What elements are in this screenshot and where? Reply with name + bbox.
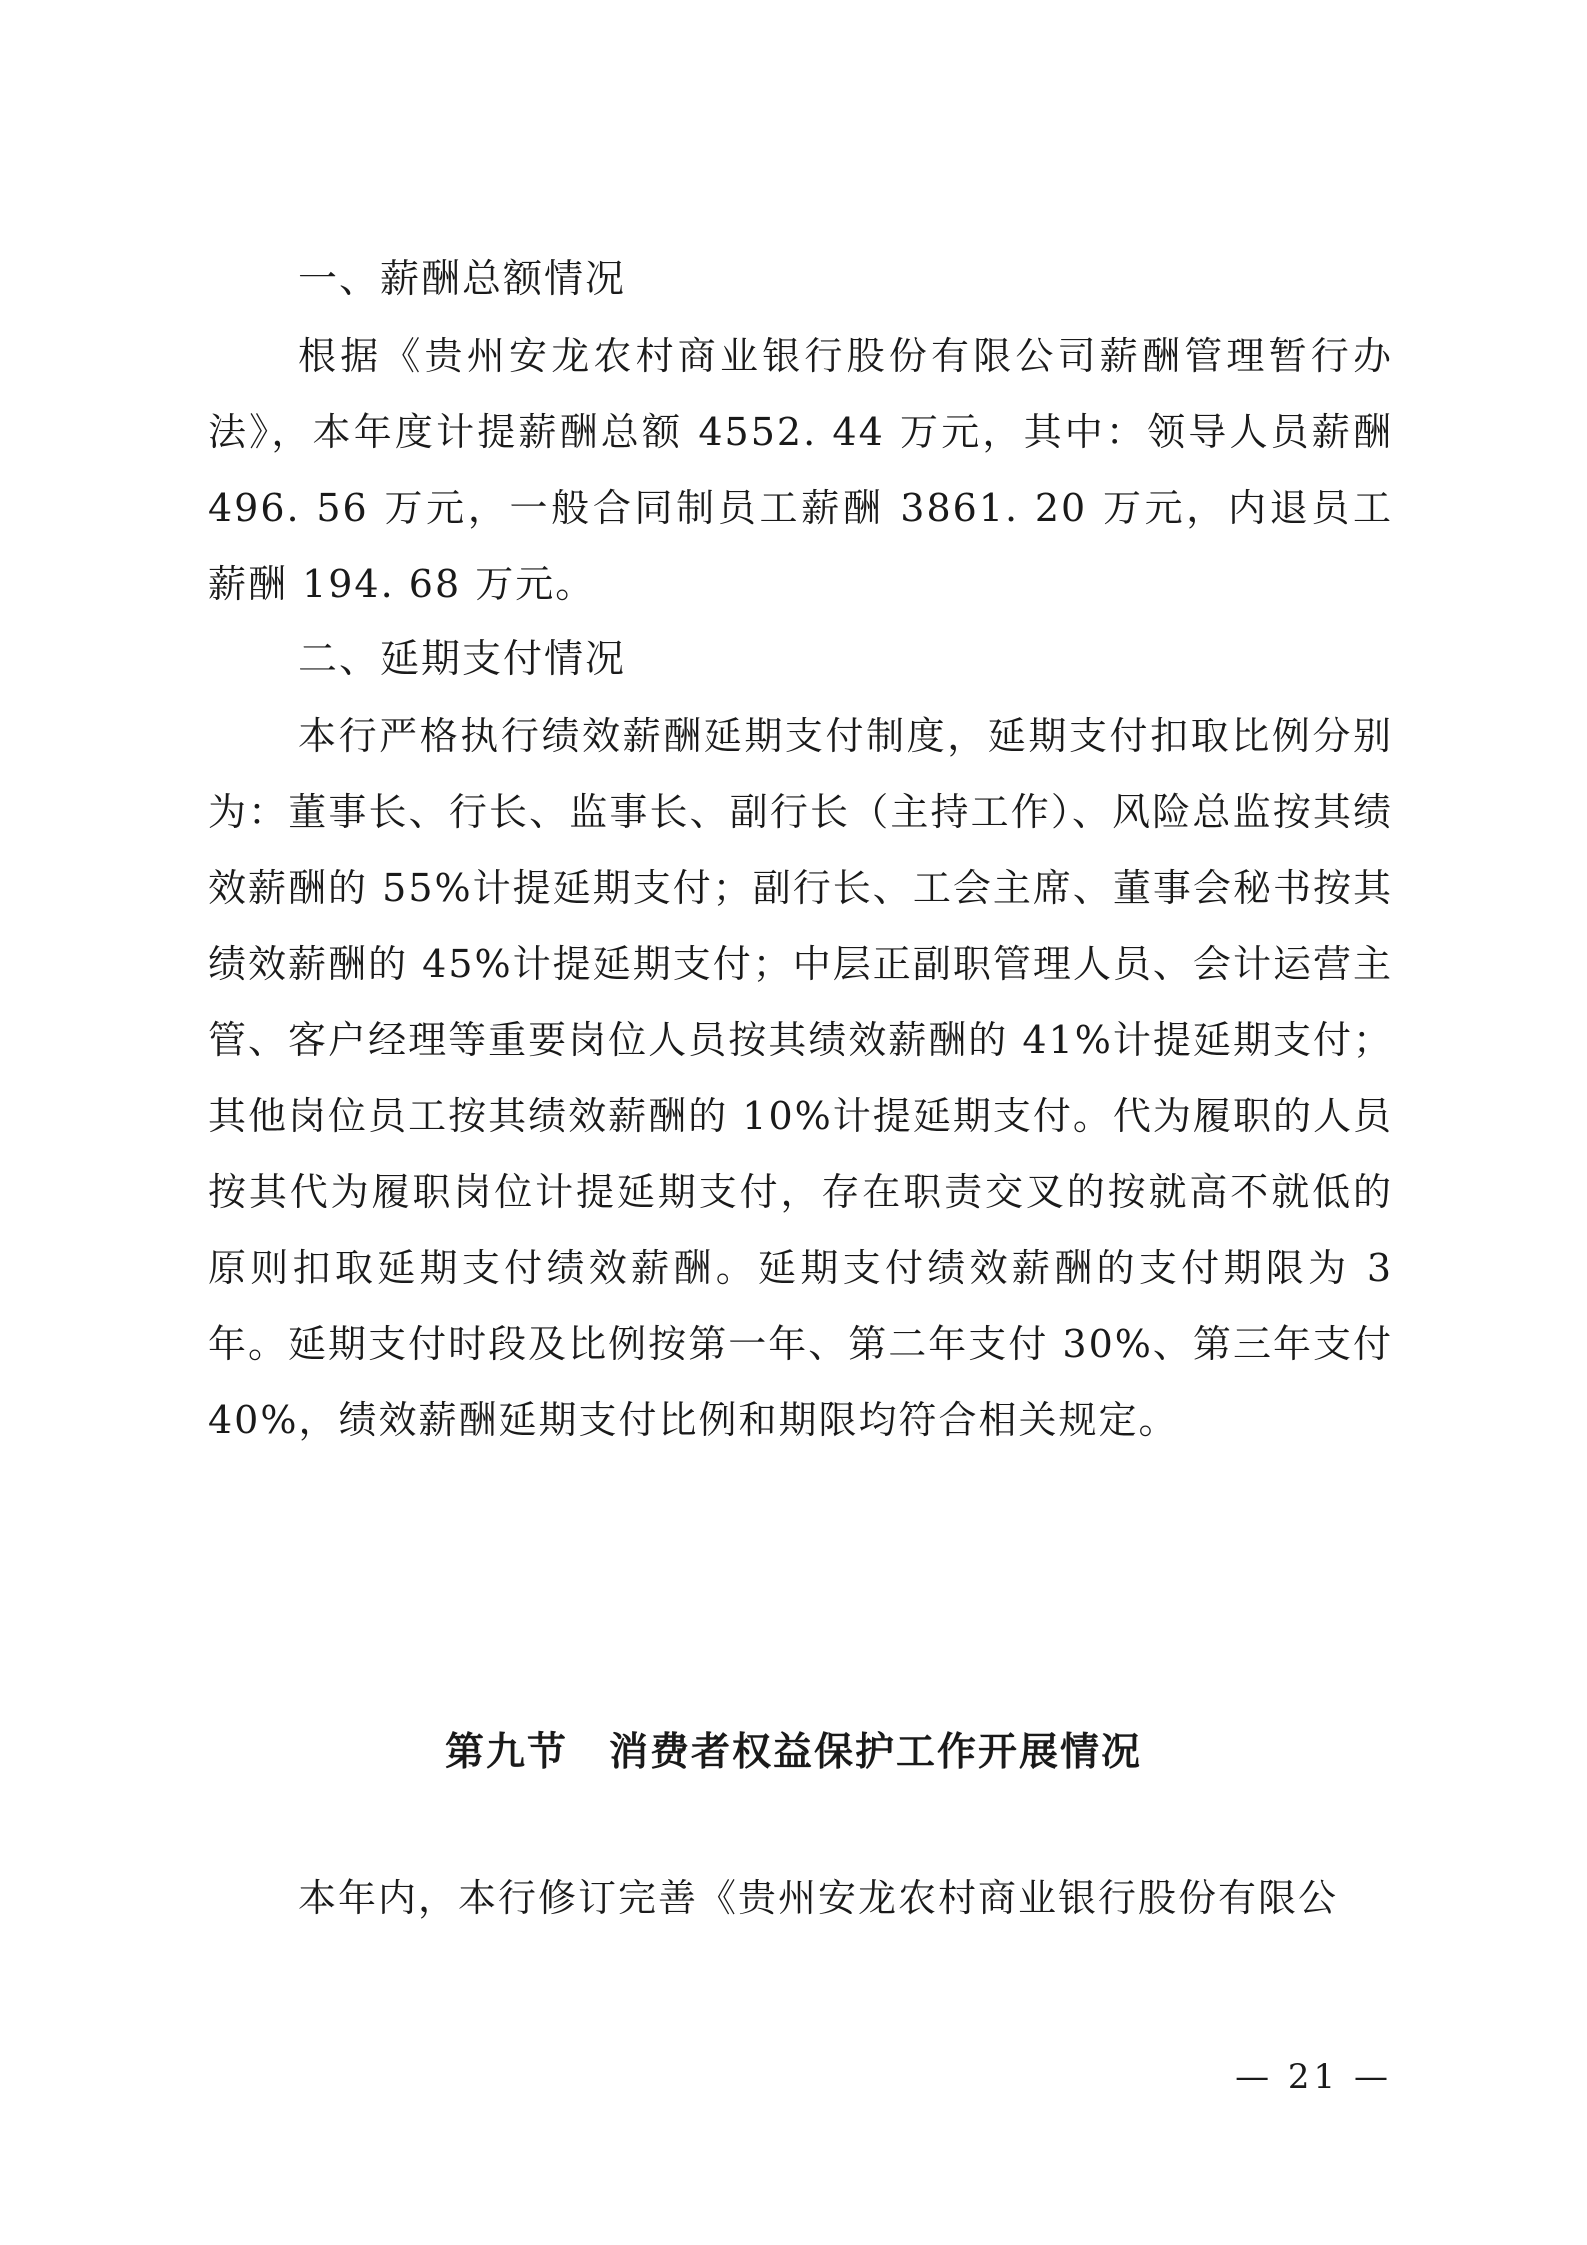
page-number: — 21 —: [1235, 2057, 1392, 2097]
deferred-payment-paragraph: 本行严格执行绩效薪酬延期支付制度，延期支付扣取比例分别为：董事长、行长、监事长、副行长（主持工作）、风险总监按其绩效薪酬的 55%计提延期支付；副行长、工会主席、董事会秘书按其绩效薪酬的 45%计提延期支付；中层正副职管理人员、会计运营主管、客户经理等重要岗位人员按其绩效薪酬的 41%计提延期支付；其他岗位员工按其绩效薪酬的 10%计提延期支付。代为履职的人员按其代为履职岗位计提延期支付，存在职责交叉的按就高不就低的原则扣取延期支付绩效薪酬。延期支付绩效薪酬的支付期限为 3 年。延期支付时段及比例按第一年、第二年支付 30%、第三年支付 40%，绩效薪酬延期支付比例和期限均符合相关规定。: [208, 714, 1393, 1442]
deferred-payment-section: [208, 698, 1393, 1458]
salary-total-paragraph: 根据《贵州安龙农村商业银行股份有限公司薪酬管理暂行办法》，本年度计提薪酬总额 4552. 44 万元，其中：领导人员薪酬 496. 56 万元，一般合同制员工薪酬 3861. 20 万元，内退员工薪酬 194. 68 万元。: [208, 334, 1393, 606]
consumer-protection-paragraph: 本年内，本行修订完善《贵州安龙农村商业银行股份有限公: [298, 1876, 1339, 1920]
consumer-protection-section: [208, 1860, 1393, 1936]
deferred-payment-heading: 二、延期支付情况: [298, 637, 627, 682]
salary-total-section: [208, 318, 1393, 622]
section-nine-title: 第九节 消费者权益保护工作开展情况: [444, 1730, 1142, 1775]
salary-total-heading: 一、薪酬总额情况: [298, 257, 627, 302]
